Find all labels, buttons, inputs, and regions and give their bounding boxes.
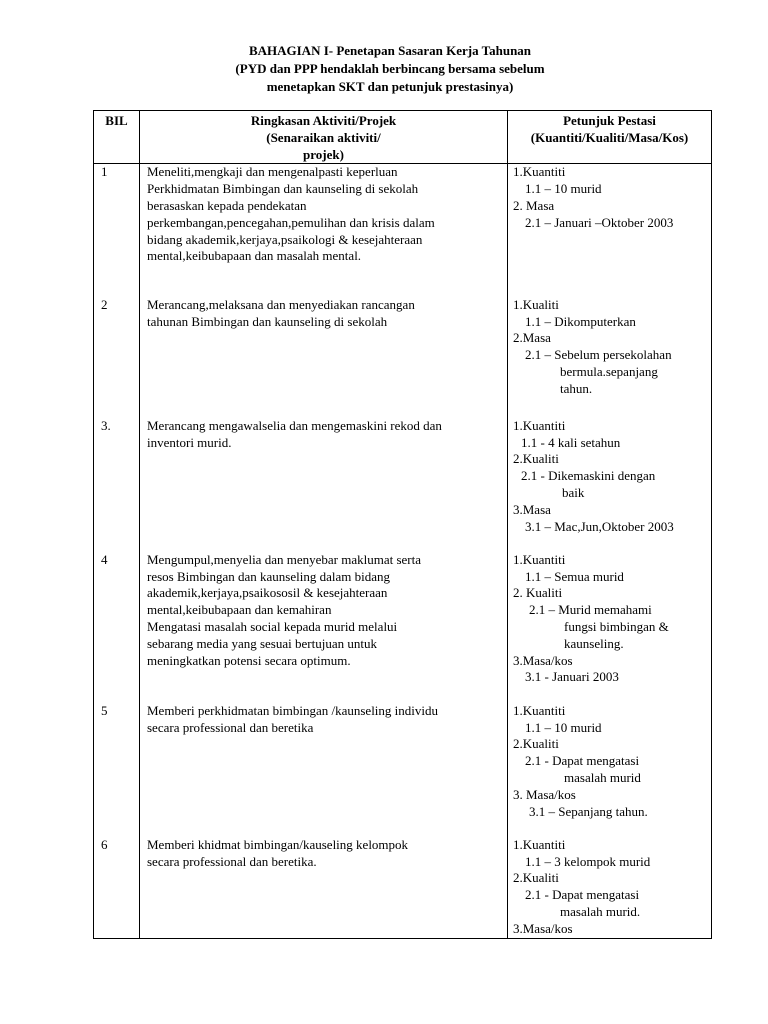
row-activity [140,552,508,703]
row-activity [140,418,508,552]
indicator-line: 2.1 – Januari –Oktober 2003 [525,214,674,230]
row-bil: 6 [94,837,140,939]
activity-line: Perkhidmatan Bimbingan dan kaunseling di sekolah [147,181,419,197]
heading-title: BAHAGIAN I- Penetapan Sasaran Kerja Tahunan [248,43,532,58]
row-bil: 3. [94,418,140,552]
indicator-line: 1.1 – 10 murid [525,181,602,197]
row-indicator [508,703,712,837]
table-row [94,703,712,837]
row-indicator [508,837,712,939]
activity-line: Mengumpul,menyelia dan menyebar maklumat serta [147,551,421,567]
header-activity-line: (Senaraikan aktiviti/ [266,129,381,145]
activity-line: berasaskan kepada pendekatan [147,197,307,213]
indicator-line: 1.Kuantiti [513,836,566,852]
activity-line: mental,keibubapaan dan kemahiran [147,602,332,618]
indicator-line: 3. Masa/kos [513,786,576,802]
row-bil: 4 [94,552,140,703]
indicator-line: masalah murid. [560,904,641,920]
indicator-line: fungsi bimbingan & [564,619,669,635]
indicator-line: 2. Masa [513,197,555,213]
indicator-line: 3.1 – Sepanjang tahun. [529,803,648,819]
indicator-line: 1.1 – 3 kelompok murid [525,853,651,869]
indicator-line: tahun. [560,380,593,396]
indicator-line: 1.Kuantiti [513,702,566,718]
indicator-line: 2.1 – Murid memahami [529,602,652,618]
activity-line: Merancang,melaksana dan menyediakan rancangan [147,296,415,312]
header-indicator [508,111,712,164]
row-indicator [508,297,712,418]
activity-line: Memberi khidmat bimbingan/kauseling kelompok [147,836,409,852]
indicator-line: 1.Kuantiti [513,551,566,567]
indicator-line: 2.Masa [513,330,551,346]
activity-line: mental,keibubapaan dan masalah mental. [147,248,362,264]
indicator-line: 1.1 - 4 kali setahun [521,434,621,450]
activity-line: perkembangan,pencegahan,pemulihan dan krisis dalam [147,214,435,230]
indicator-line: 2.Kualiti [513,870,559,886]
activity-line: secara professional dan beretika [147,719,314,735]
row-indicator [508,164,712,297]
table-header-row [94,111,712,164]
indicator-line: 1.Kuantiti [513,164,566,180]
activity-line: Meneliti,mengkaji dan mengenalpasti keperluan [147,164,398,180]
row-activity [140,297,508,418]
indicator-line: 2. Kualiti [513,585,563,601]
row-bil: 1 [94,164,140,297]
indicator-line: 1.Kualiti [513,296,559,312]
header-activity-line: Ringkasan Aktiviti/Projek [250,113,397,128]
indicator-line: 2.1 – Sebelum persekolahan [525,347,672,363]
indicator-line: kaunseling. [564,635,624,651]
activity-line: resos Bimbingan dan kaunseling dalam bidang [147,568,390,584]
indicator-line: 3.Masa/kos [513,652,573,668]
header-bil: BIL [94,111,140,164]
indicator-line: 3.1 - Januari 2003 [525,669,619,685]
activity-line: tahunan Bimbingan dan kaunseling di sekolah [147,313,388,329]
header-activity-line: projek) [303,146,344,162]
skt-table [93,110,712,939]
activity-line: sebarang media yang sesuai bertujuan untuk [147,635,377,651]
activity-line: meningkatkan potensi secara optimum. [147,652,351,668]
indicator-line: masalah murid [564,770,641,786]
indicator-line: 3.Masa [513,501,551,517]
row-bil: 5 [94,703,140,837]
row-indicator [508,552,712,703]
table-row [94,552,712,703]
activity-line: inventori murid. [147,434,232,450]
row-bil: 2 [94,297,140,418]
indicator-line: baik [562,485,585,501]
indicator-line: 2.1 - Dapat mengatasi [525,753,640,769]
heading-subtitle-line1: (PYD dan PPP hendaklah berbincang bersama sebelum [235,61,545,76]
row-indicator [508,418,712,552]
activity-line: secara professional dan beretika. [147,853,317,869]
indicator-line: 2.1 - Dikemaskini dengan [521,468,656,484]
indicator-line: 2.Kualiti [513,736,559,752]
indicator-line: 1.1 – 10 murid [525,719,602,735]
indicator-line: 3.1 – Mac,Jun,Oktober 2003 [525,518,674,534]
heading-subtitle-line2: menetapkan SKT dan petunjuk prestasinya) [266,79,514,94]
indicator-line: 2.1 - Dapat mengatasi [525,887,640,903]
row-activity [140,837,508,939]
table-row [94,418,712,552]
activity-line: akademik,kerjaya,psaikososil & kesejahteraan [147,585,388,601]
indicator-line: 1.Kuantiti [513,417,566,433]
activity-line: bidang akademik,kerjaya,psaikologi & kesejahteraan [147,231,423,247]
row-activity [140,164,508,297]
header-indicator-line: (Kuantiti/Kualiti/Masa/Kos) [530,129,689,145]
indicator-line: bermula.sepanjang [560,364,658,380]
indicator-line: 1.1 – Semua murid [525,568,624,584]
activity-line: Memberi perkhidmatan bimbingan /kaunseling individu [147,702,439,718]
document-heading [190,42,590,96]
indicator-line: 1.1 – Dikomputerkan [525,313,636,329]
activity-line: Merancang mengawalselia dan mengemaskini rekod dan [147,417,442,433]
indicator-line: 2.Kualiti [513,451,559,467]
table-row [94,164,712,297]
header-indicator-line: Petunjuk Pestasi [563,113,656,128]
activity-line: Mengatasi masalah social kepada murid melalui [147,619,398,635]
header-activity [140,111,508,164]
table-row [94,837,712,939]
table-row [94,297,712,418]
indicator-line: 3.Masa/kos [513,920,573,936]
row-activity [140,703,508,837]
